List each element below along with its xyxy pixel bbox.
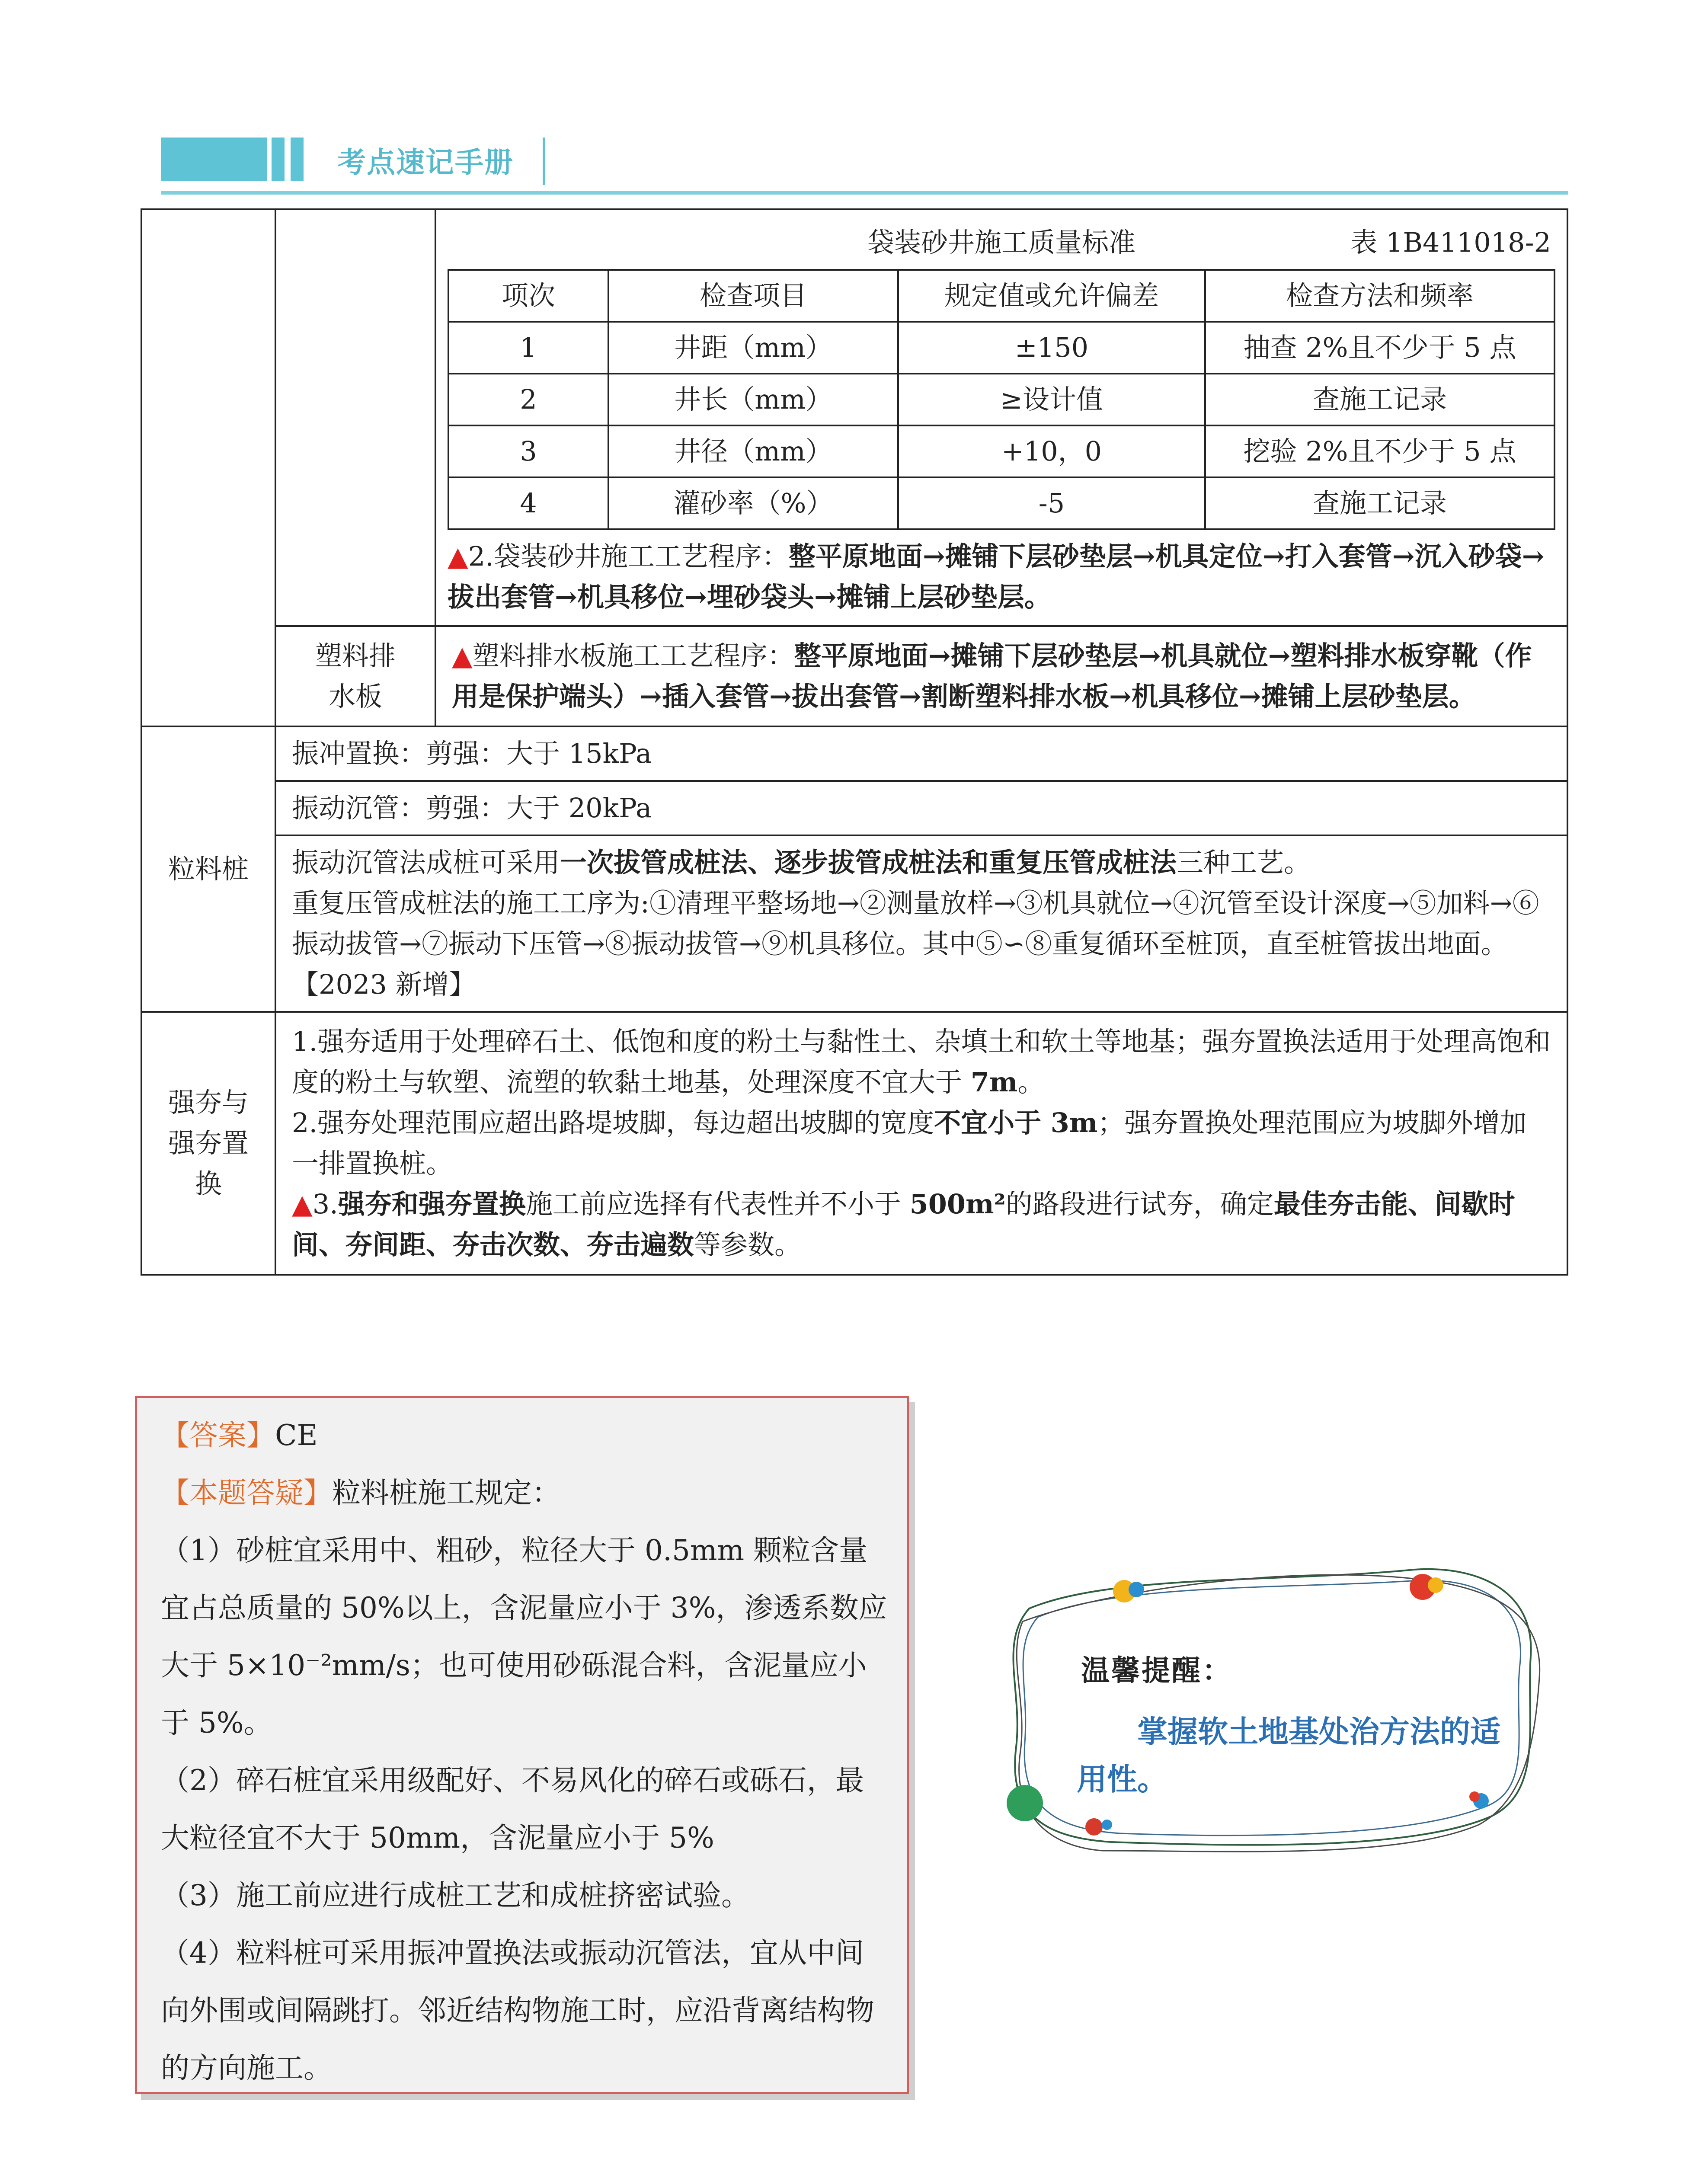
reminder-bubble-frame: [982, 1548, 1557, 1859]
row-label: 粒料桩: [141, 726, 275, 1012]
text: 振动沉管法成桩可采用: [292, 847, 560, 878]
bold-text: 500m²: [909, 1188, 1006, 1220]
explain-title: 粒料桩施工规定：: [332, 1476, 560, 1510]
paragraph: [292, 1184, 1551, 1265]
text: 等参数。: [694, 1229, 802, 1260]
table-cell: -5: [898, 477, 1205, 529]
table-header-row: [448, 270, 1554, 322]
empty-cell: [141, 209, 275, 726]
procedure-label: 塑料排水板施工工艺程序：: [472, 640, 794, 672]
text: 重复压管成桩法的施工工序为:①清理平整场地→②测量放样→③机具就位→④沉管至设计深度→⑤加料→⑥振动拔管→⑦振动下压管→⑧振动拔管→⑨机具移位。其中⑤∽⑧重复循环至桩顶，直至桩管拔出地面。【2023 新增】: [292, 887, 1539, 1000]
dynamic-compaction-row: [141, 1012, 1567, 1275]
tip-body: 掌握软土地基处治方法的适用性。: [1077, 1714, 1500, 1797]
red-triangle-icon: ▲: [448, 540, 468, 572]
table-row: [448, 322, 1554, 374]
column-header: 项次: [448, 270, 608, 322]
procedure-text: 整平原地面→摊铺下层砂垫层→机具就位→塑料排水板穿靴（作用是保护端头）→插入套管→拔出套管→割断塑料排水板→机具移位→摊铺上层砂垫层。: [452, 640, 1532, 712]
procedure-label: 2.袋装砂井施工工艺程序：: [468, 540, 789, 572]
table-row: [448, 374, 1554, 425]
table-cell: ≥设计值: [898, 374, 1205, 425]
bold-text: 强夯和强夯置换: [338, 1188, 526, 1220]
text: 三种工艺。: [1177, 847, 1311, 878]
table-caption: [448, 222, 1555, 265]
quality-table: [448, 269, 1555, 530]
explain-paragraph: （4）粒料桩可采用振冲置换法或振动沉管法，宜从中间向外围或间隔跳打。邻近结构物施工时，应沿背离结构物的方向施工。: [161, 1936, 874, 2085]
plastic-board-row: [141, 626, 1567, 726]
paragraph: [292, 1021, 1551, 1103]
label-text: 塑料排水板: [315, 640, 396, 712]
table-id: 表 1B411018-2: [1350, 227, 1551, 258]
column-header: 规定值或允许偏差: [898, 270, 1205, 322]
granular-item: 振冲置换：剪强：大于 15kPa: [275, 726, 1567, 781]
column-header: 检查项目: [608, 270, 898, 322]
bold-text: 最佳夯击能、间歇时间、夯间距、夯击次数、夯击遍数: [292, 1188, 1515, 1260]
granular-item: 振动沉管：剪强：大于 20kPa: [275, 781, 1567, 835]
explain-paragraph: （1）砂桩宜采用中、粗砂，粒径大于 0.5mm 颗粒含量宜占总质量的 50%以上，含泥量应小于 3%，渗透系数应大于 5×10⁻²mm/s；也可使用砂砾混合料，含泥量应小于 5%。: [161, 1534, 887, 1740]
table-row: [448, 425, 1554, 477]
explain-paragraph: （2）碎石桩宜采用级配好、不易风化的碎石或砾石，最大粒径宜不大于 50mm，含泥量应小于 5%: [161, 1764, 864, 1855]
text: 1.强夯适用于处理碎石土、低饱和度的粉土与黏性土、杂填土和软土等地基；强夯置换法适用于处理高饱和度的粉土与软塑、流塑的软黏土地基，处理深度不宜大于: [292, 1026, 1551, 1098]
header-rule: [161, 191, 1568, 195]
bold-text: 7m: [970, 1066, 1018, 1098]
granular-row-3: [141, 835, 1567, 1012]
header-separator: [543, 138, 545, 185]
table-cell: 3: [448, 425, 608, 477]
red-triangle-icon: ▲: [452, 640, 473, 672]
table-row: [448, 477, 1554, 529]
header-bar-stripe: [291, 138, 304, 181]
dynamic-compaction-text: [275, 1012, 1567, 1275]
table-cell: 抽查 2%且不少于 5 点: [1205, 322, 1554, 374]
table-cell: 井长（mm）: [608, 374, 898, 425]
text: 2.强夯处理范围应超出路堤坡脚，每边超出坡脚的宽度: [292, 1107, 934, 1139]
bold-text: 一次拔管成桩法、逐步拔管成桩法和重复压管成桩法: [560, 847, 1177, 878]
text: 的路段进行试夯，确定: [1005, 1188, 1274, 1220]
row-label: [141, 1012, 275, 1275]
procedure-text: 整平原地面→摊铺下层砂垫层→机具定位→打入套管→沉入砂袋→拔出套管→机具移位→埋砂袋头→摊铺上层砂垫层。: [448, 540, 1545, 613]
table-cell: 4: [448, 477, 608, 529]
main-table: [141, 208, 1568, 1276]
table-cell: 2: [448, 374, 608, 425]
answer-box: [135, 1396, 909, 2094]
label-text: 强夯与强夯置换: [168, 1087, 249, 1199]
granular-method: [275, 835, 1567, 1012]
table-cell: 井距（mm）: [608, 322, 898, 374]
row-label: [275, 626, 435, 726]
table-cell: +10，0: [898, 425, 1205, 477]
answer-value: CE: [275, 1419, 318, 1452]
header-bar: [161, 138, 267, 181]
paragraph: [292, 1103, 1551, 1184]
table-cell: 查施工记录: [1205, 374, 1554, 425]
table-title: 袋装砂井施工质量标准: [867, 227, 1135, 258]
tip-title: 温馨提醒：: [1081, 1653, 1232, 1687]
text: ；强夯置换处理范围应为坡脚外增加一排置换桩。: [292, 1107, 1527, 1179]
text: 3.: [312, 1188, 338, 1220]
empty-cell: [275, 209, 435, 626]
table-cell: ±150: [898, 322, 1205, 374]
table-cell: 1: [448, 322, 608, 374]
granular-row-2: [141, 781, 1567, 835]
table-cell: 挖验 2%且不少于 5 点: [1205, 425, 1554, 477]
text: 施工前应选择有代表性并不小于: [525, 1188, 910, 1220]
answer-content: [161, 1407, 892, 2097]
red-triangle-icon: ▲: [292, 1188, 313, 1220]
explain-line: [161, 1464, 892, 1522]
answer-line: [161, 1407, 892, 1464]
column-header: 检查方法和频率: [1205, 270, 1554, 322]
explain-paragraph: （3）施工前应进行成桩工艺和成桩挤密试验。: [161, 1879, 750, 1912]
explain-tag: 【本题答疑】: [161, 1476, 332, 1510]
text: 。: [1017, 1066, 1045, 1098]
header-bar-stripe: [272, 138, 285, 181]
table-cell: 查施工记录: [1205, 477, 1554, 529]
header-title: 考点速记手册: [337, 146, 514, 179]
sandwell-row: [141, 209, 1567, 626]
sandwell-cell: [435, 209, 1567, 626]
bold-text: 不宜小于 3m: [934, 1107, 1098, 1139]
sandwell-procedure: [448, 536, 1555, 617]
table-cell: 灌砂率（%）: [608, 477, 898, 529]
plastic-procedure: [435, 626, 1567, 726]
answer-tag: 【答案】: [161, 1419, 275, 1452]
table-cell: 井径（mm）: [608, 425, 898, 477]
granular-row-1: [141, 726, 1567, 781]
